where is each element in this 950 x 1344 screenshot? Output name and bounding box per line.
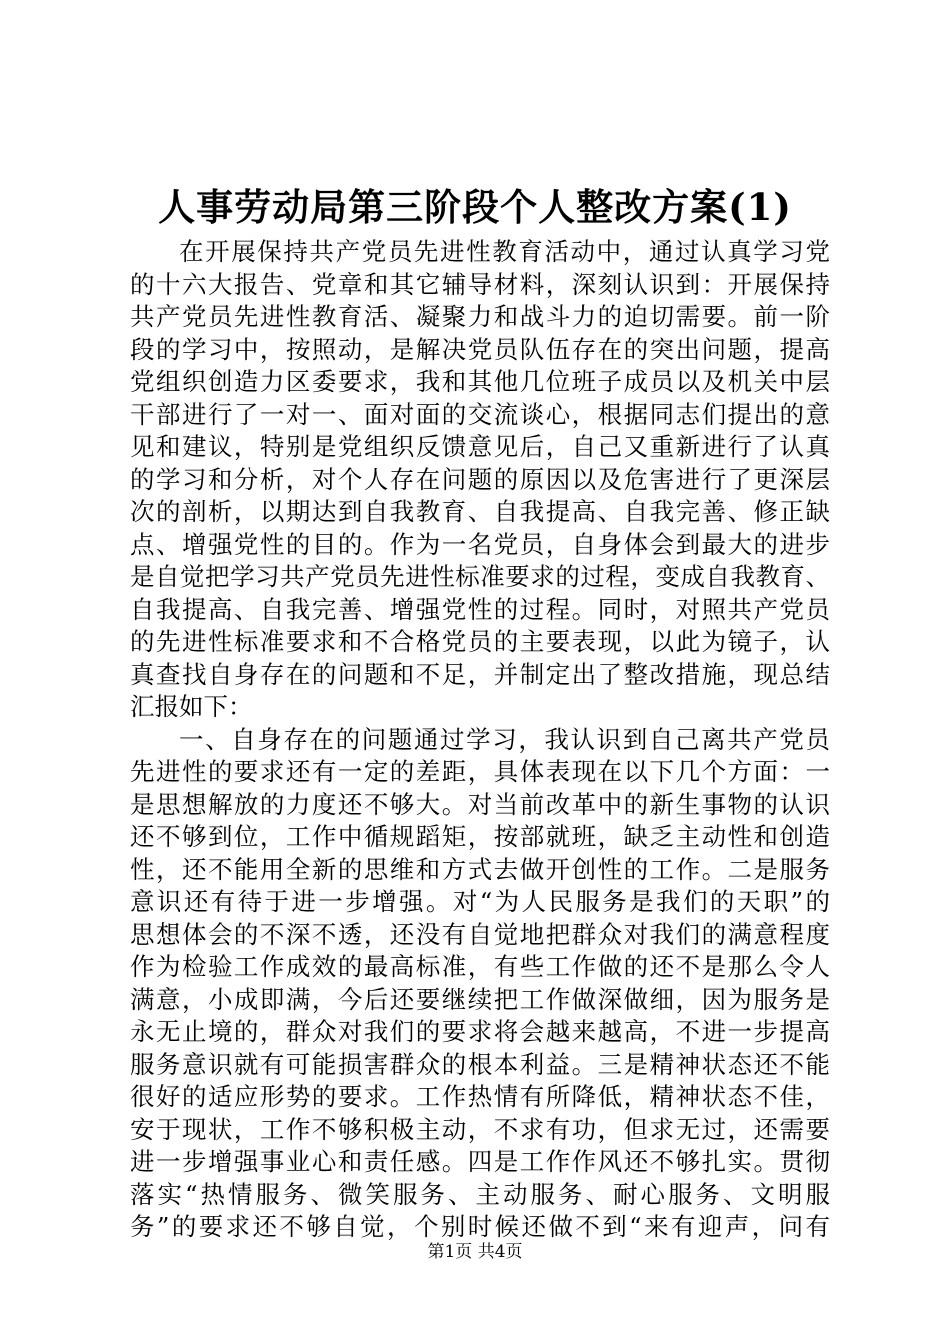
paragraph-line: 永无止境的，群众对我们的要求将会越来越高，不进一步提高	[130, 1017, 830, 1046]
paragraph-line: 还不够到位，工作中循规蹈矩，按部就班，缺乏主动性和创造	[130, 822, 830, 851]
paragraph-line: 次的剖析，以期达到自我教育、自我提高、自我完善、修正缺	[130, 497, 830, 526]
paragraph-line: 很好的适应形势的要求。工作热情有所降低，精神状态不佳，	[130, 1082, 830, 1111]
paragraph-line: 一、自身存在的问题通过学习，我认识到自己离共产党员	[179, 724, 830, 754]
paragraph-line: 的十六大报告、党章和其它辅导材料，深刻认识到：开展保持	[130, 269, 830, 299]
paragraph-line: 共产党员先进性教育活、凝聚力和战斗力的迫切需要。前一阶	[130, 302, 830, 331]
paragraph-line: 党组织创造力区委要求，我和其他几位班子成员以及机关中层	[130, 367, 830, 396]
paragraph-line: 服务意识就有可能损害群众的根本利益。三是精神状态还不能	[130, 1049, 830, 1079]
page-title: 人事劳动局第三阶段个人整改方案(1)	[158, 185, 792, 229]
paragraph-line: 务”的要求还不够自觉，个别时候还做不到“来有迎声，问有	[130, 1212, 830, 1241]
paragraph-line: 汇报如下：	[130, 692, 253, 721]
document-body	[130, 236, 830, 1244]
paragraph-line: 思想体会的不深不透，还没有自觉地把群众对我们的满意程度	[130, 919, 830, 949]
paragraph-line: 自我提高、自我完善、增强党性的过程。同时，对照共产党员	[130, 594, 830, 624]
paragraph-line: 落实“热情服务、微笑服务、主动服务、耐心服务、文明服	[130, 1179, 830, 1209]
paragraph-line: 的学习和分析，对个人存在问题的原因以及危害进行了更深层	[130, 464, 830, 494]
paragraph-line: 是自觉把学习共产党员先进性标准要求的过程，变成自我教育、	[130, 562, 830, 591]
paragraph-line: 段的学习中，按照动，是解决党员队伍存在的突出问题，提高	[130, 334, 830, 364]
paragraph-line: 进一步增强事业心和责任感。四是工作作风还不够扎实。贯彻	[130, 1147, 830, 1176]
paragraph-line: 点、增强党性的目的。作为一名党员，自身体会到最大的进步	[130, 529, 830, 559]
paragraph-line: 满意，小成即满，今后还要继续把工作做深做细，因为服务是	[130, 984, 830, 1014]
paragraph-line: 性，还不能用全新的思维和方式去做开创性的工作。二是服务	[130, 854, 830, 884]
paragraph-line: 在开展保持共产党员先进性教育活动中，通过认真学习党	[179, 237, 830, 266]
paragraph-line: 真查找自身存在的问题和不足，并制定出了整改措施，现总结	[130, 659, 830, 689]
paragraph-line: 是思想解放的力度还不够大。对当前改革中的新生事物的认识	[130, 789, 830, 819]
paragraph-line: 意识还有待于进一步增强。对“为人民服务是我们的天职”的	[130, 887, 830, 916]
paragraph-line: 见和建议，特别是党组织反馈意见后，自己又重新进行了认真	[130, 432, 830, 461]
paragraph-line: 作为检验工作成效的最高标准，有些工作做的还不是那么令人	[130, 952, 830, 981]
page-number-footer: 第1页 共4页	[427, 1242, 523, 1262]
paragraph-line: 干部进行了一对一、面对面的交流谈心，根据同志们提出的意	[130, 399, 830, 429]
paragraph-line: 先进性的要求还有一定的差距，具体表现在以下几个方面：一	[130, 757, 830, 786]
paragraph-line: 的先进性标准要求和不合格党员的主要表现，以此为镜子，认	[130, 627, 830, 656]
paragraph-line: 安于现状，工作不够积极主动，不求有功，但求无过，还需要	[130, 1114, 830, 1144]
